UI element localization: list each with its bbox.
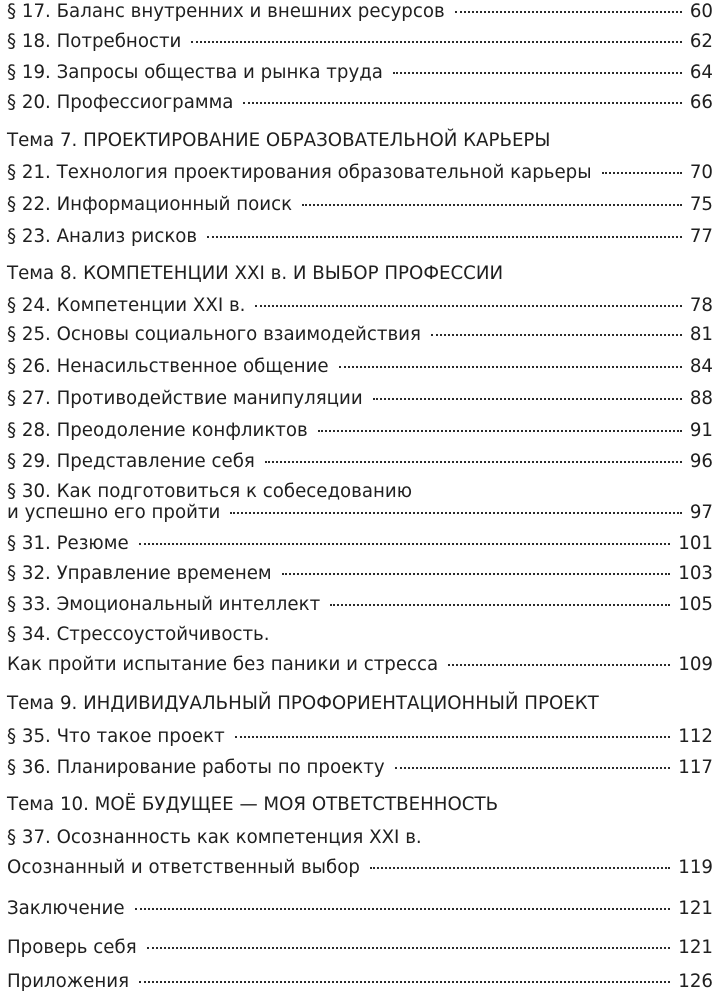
dot-leader bbox=[207, 236, 682, 238]
dot-leader bbox=[448, 664, 670, 666]
dot-leader bbox=[235, 736, 671, 738]
toc-entry-label: § 27. Противодействие манипуляции bbox=[7, 388, 363, 409]
toc-page-number: 101 bbox=[678, 533, 713, 554]
dot-leader bbox=[243, 102, 681, 104]
toc-entry-label: и успешно его пройти bbox=[7, 502, 221, 523]
dot-leader bbox=[602, 172, 682, 174]
toc-page-number: 97 bbox=[689, 502, 713, 523]
toc-theme-7-heading: Тема 7. ПРОЕКТИРОВАНИЕ ОБРАЗОВАТЕЛЬНОЙ КАРЬЕРЫ bbox=[7, 130, 551, 151]
dot-leader bbox=[265, 461, 682, 463]
dot-leader bbox=[255, 305, 681, 307]
toc-entry-label: § 31. Резюме bbox=[7, 533, 129, 554]
toc-entry-label: § 26. Ненасильственное общение bbox=[7, 356, 329, 377]
toc-page-number: 88 bbox=[689, 388, 713, 409]
toc-page-number: 70 bbox=[689, 162, 713, 183]
toc-entry-label: § 32. Управление временем bbox=[7, 563, 272, 584]
toc-page-number: 62 bbox=[689, 31, 713, 52]
toc-entry-label: Как пройти испытание без паники и стресса bbox=[7, 654, 439, 675]
toc-entry-label: Осознанный и ответственный выбор bbox=[7, 857, 360, 878]
toc-entry-27[interactable] bbox=[7, 387, 713, 411]
toc-entry-24[interactable] bbox=[7, 294, 713, 318]
toc-page-number: 105 bbox=[678, 594, 713, 615]
toc-entry-35[interactable] bbox=[7, 725, 713, 749]
dot-leader bbox=[191, 41, 681, 43]
dot-leader bbox=[139, 543, 671, 545]
toc-entry-29[interactable] bbox=[7, 450, 713, 474]
toc-entry-label: § 22. Информационный поиск bbox=[7, 194, 293, 215]
toc-theme-10-heading: Тема 10. МОЁ БУДУЩЕЕ — МОЯ ОТВЕТСТВЕННОСТЬ bbox=[7, 794, 499, 815]
dot-leader bbox=[302, 204, 682, 206]
toc-page-number: 64 bbox=[689, 62, 713, 83]
dot-leader bbox=[135, 908, 671, 910]
toc-entry-36[interactable] bbox=[7, 756, 713, 780]
toc-page-number: 121 bbox=[678, 937, 713, 958]
toc-page-number: 75 bbox=[689, 194, 713, 215]
toc-entry-33[interactable] bbox=[7, 593, 713, 617]
toc-entry-25[interactable] bbox=[7, 323, 713, 347]
toc-entry-label: § 17. Баланс внутренних и внешних ресурсов bbox=[7, 1, 445, 22]
toc-entry-32[interactable] bbox=[7, 562, 713, 586]
toc-entry-23[interactable] bbox=[7, 225, 713, 249]
toc-entry-37[interactable] bbox=[7, 856, 713, 880]
toc-entry-label: Заключение bbox=[7, 898, 125, 919]
toc-page-number: 81 bbox=[689, 324, 713, 345]
dot-leader bbox=[147, 947, 671, 949]
toc-entry-label: § 25. Основы социального взаимодействия bbox=[7, 324, 421, 345]
toc-page-number: 109 bbox=[678, 654, 713, 675]
toc-page-number: 77 bbox=[689, 226, 713, 247]
toc-page-number: 117 bbox=[678, 757, 713, 778]
toc-entry-self-check[interactable] bbox=[7, 936, 713, 960]
dot-leader bbox=[339, 366, 682, 368]
toc-entry-28[interactable] bbox=[7, 419, 713, 443]
dot-leader bbox=[230, 512, 682, 514]
toc-entry-label: § 20. Профессиограмма bbox=[7, 92, 234, 113]
dot-leader bbox=[431, 334, 682, 336]
toc-entry-37-line1[interactable]: § 37. Осознанность как компетенция XXI в. bbox=[7, 827, 422, 848]
toc-entry-label: § 19. Запросы общества и рынка труда bbox=[7, 62, 383, 83]
dot-leader bbox=[370, 867, 670, 869]
toc-entry-18[interactable] bbox=[7, 30, 713, 54]
toc-page-number: 78 bbox=[689, 295, 713, 316]
toc-entry-21[interactable] bbox=[7, 161, 713, 185]
toc-page-number: 103 bbox=[678, 563, 713, 584]
toc-entry-34[interactable] bbox=[7, 653, 713, 677]
toc-page-number: 126 bbox=[678, 971, 713, 992]
toc-page-number: 112 bbox=[678, 726, 713, 747]
toc-entry-31[interactable] bbox=[7, 532, 713, 556]
toc-entry-20[interactable] bbox=[7, 91, 713, 115]
toc-entry-30-line1[interactable]: § 30. Как подготовиться к собеседованию bbox=[7, 481, 413, 502]
toc-page-number: 96 bbox=[689, 451, 713, 472]
toc-entry-conclusion[interactable] bbox=[7, 897, 713, 921]
toc-page-number: 60 bbox=[689, 1, 713, 22]
dot-leader bbox=[455, 11, 682, 13]
dot-leader bbox=[393, 72, 682, 74]
toc-page-number: 119 bbox=[678, 857, 713, 878]
dot-leader bbox=[330, 604, 670, 606]
toc-entry-label: § 21. Технология проектирования образовательной карьеры bbox=[7, 162, 592, 183]
toc-entry-label: § 23. Анализ рисков bbox=[7, 226, 198, 247]
toc-entry-appendix[interactable] bbox=[7, 970, 713, 994]
toc-page-number: 91 bbox=[689, 420, 713, 441]
toc-entry-label: § 33. Эмоциональный интеллект bbox=[7, 594, 321, 615]
toc-page-number: 121 bbox=[678, 898, 713, 919]
toc-entry-label: Проверь себя bbox=[7, 937, 137, 958]
toc-entry-30[interactable] bbox=[7, 501, 713, 525]
dot-leader bbox=[373, 398, 682, 400]
toc-entry-label: § 24. Компетенции XXI в. bbox=[7, 295, 246, 316]
toc-entry-17[interactable] bbox=[7, 0, 713, 24]
toc-theme-9-heading: Тема 9. ИНДИВИДУАЛЬНЫЙ ПРОФОРИЕНТАЦИОННЫЙ ПРОЕКТ bbox=[7, 693, 599, 714]
dot-leader bbox=[139, 981, 670, 983]
toc-entry-label: § 29. Представление себя bbox=[7, 451, 255, 472]
toc-entry-label: § 18. Потребности bbox=[7, 31, 182, 52]
dot-leader bbox=[395, 767, 671, 769]
toc-entry-label: § 36. Планирование работы по проекту bbox=[7, 757, 385, 778]
toc-page-number: 84 bbox=[689, 356, 713, 377]
toc-page-number: 66 bbox=[689, 92, 713, 113]
toc-entry-22[interactable] bbox=[7, 193, 713, 217]
toc-entry-label: Приложения bbox=[7, 971, 130, 992]
toc-entry-34-line1[interactable]: § 34. Стрессоустойчивость. bbox=[7, 624, 270, 645]
dot-leader bbox=[318, 430, 682, 432]
toc-entry-label: § 35. Что такое проект bbox=[7, 726, 225, 747]
toc-entry-19[interactable] bbox=[7, 61, 713, 85]
dot-leader bbox=[282, 573, 671, 575]
toc-entry-label: § 28. Преодоление конфликтов bbox=[7, 420, 308, 441]
toc-entry-26[interactable] bbox=[7, 355, 713, 379]
toc-theme-8-heading: Тема 8. КОМПЕТЕНЦИИ XXI в. И ВЫБОР ПРОФЕССИИ bbox=[7, 263, 504, 284]
